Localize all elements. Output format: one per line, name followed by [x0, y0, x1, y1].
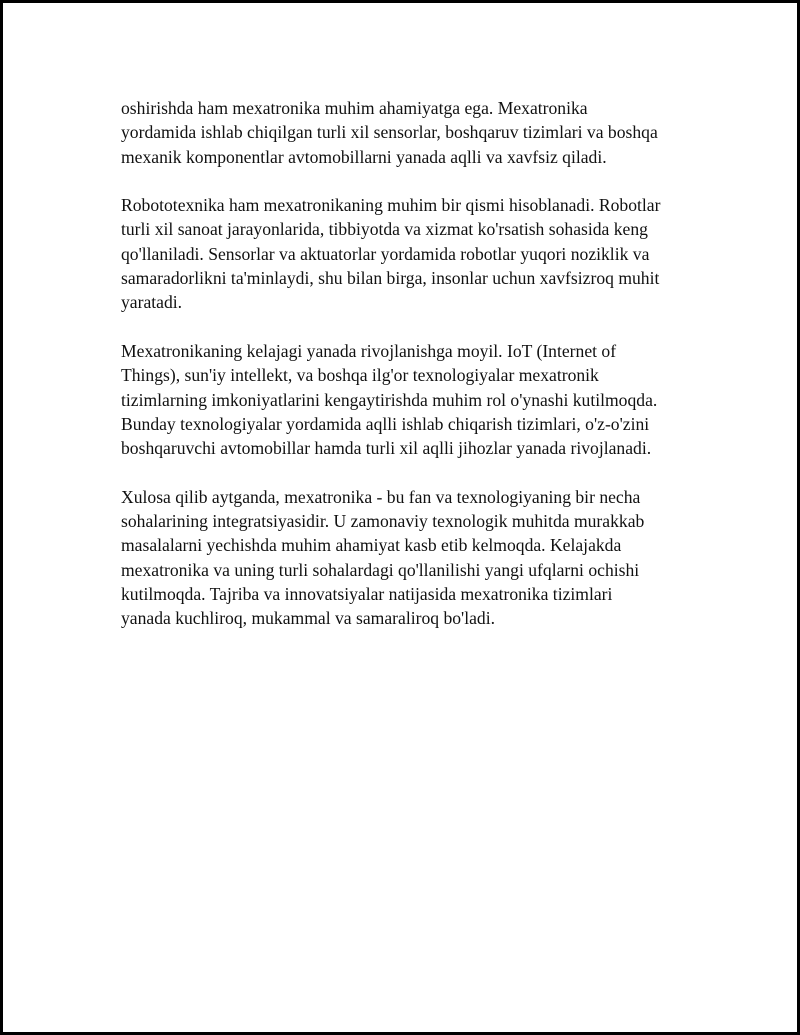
text-line: sohalarining integratsiyasidir. U zamonaviy texnologik muhitda murakkab: [121, 511, 645, 532]
text-line: oshirishda ham mexatronika muhim ahamiyatga ega. Mexatronika: [121, 98, 588, 118]
text-line: yordamida ishlab chiqilgan turli xil sensorlar, boshqaruv tizimlari va boshqa: [121, 122, 658, 143]
text-line: masalalarni yechishda muhim ahamiyat kasb etib kelmoqda. Kelajakda: [121, 535, 622, 556]
text-line: turli xil sanoat jarayonlarida, tibbiyotda va xizmat ko'rsatish sohasida keng: [121, 219, 648, 240]
text-line: Mexatronikaning kelajagi yanada rivojlanishga moyil. IoT (Internet of: [121, 340, 617, 361]
paragraph-future: [121, 339, 701, 460]
text-line: Robototexnika ham mexatronikaning muhim bir qismi hisoblanadi. Robotlar: [121, 195, 661, 216]
text-line: Bunday texnologiyalar yordamida aqlli ishlab chiqarish tizimlari, o'z-o'zini: [121, 413, 650, 434]
text-line: yanada kuchliroq, mukammal va samaraliroq bo'ladi.: [121, 608, 495, 629]
text-line: mexanik komponentlar avtomobillarni yanada aqlli va xavfsiz qiladi.: [121, 146, 607, 167]
paragraph-conclusion: [121, 485, 701, 631]
text-line: Xulosa qilib aytganda, mexatronika - bu fan va texnologiyaning bir necha: [121, 486, 641, 507]
text-line: samaradorlikni ta'minlaydi, shu bilan birga, insonlar uchun xavfsizroq muhit: [121, 268, 660, 289]
text-line: yaratadi.: [121, 292, 183, 313]
document-body: [121, 96, 701, 655]
paragraph-robotics: [121, 193, 701, 314]
text-line: Things), sun'iy intellekt, va boshqa ilg'or texnologiyalar mexatronik: [121, 365, 599, 386]
text-line: kutilmoqda. Tajriba va innovatsiyalar natijasida mexatronika tizimlari: [121, 583, 613, 604]
text-line: mexatronika va uning turli sohalardagi qo'llanilishi yangi ufqlarni ochishi: [121, 559, 640, 580]
text-line: boshqaruvchi avtomobillar hamda turli xil aqlli jihozlar yanada rivojlanadi.: [121, 438, 652, 459]
text-line: qo'llaniladi. Sensorlar va aktuatorlar yordamida robotlar yuqori noziklik va: [121, 243, 650, 264]
text-line: tizimlarning imkoniyatlarini kengaytirishda muhim rol o'ynashi kutilmoqda.: [121, 389, 658, 410]
paragraph-automotive: [121, 96, 701, 169]
